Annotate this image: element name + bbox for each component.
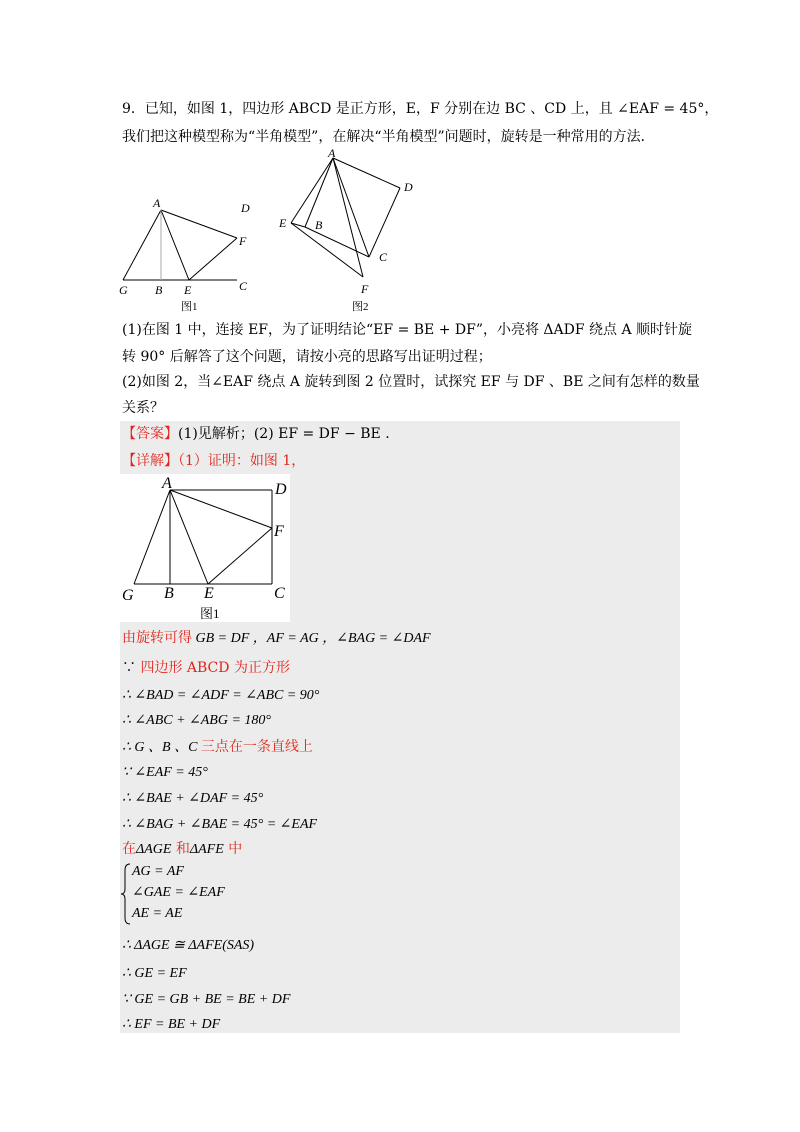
fig2s-label-D: D bbox=[404, 180, 413, 194]
detail-text: （1）证明：如图 1， bbox=[178, 453, 306, 469]
question-2-line-2: 关系？ bbox=[122, 400, 164, 416]
fig1s-label-A: A bbox=[153, 196, 161, 210]
proof-line-1 bbox=[122, 628, 431, 649]
fig1s-label-F: F bbox=[239, 234, 247, 248]
proof-line-3: ∴ ∠BAD = ∠ADF = ∠ABC = 90° bbox=[122, 688, 320, 703]
fig1l-caption: 图1 bbox=[200, 606, 220, 621]
proof-line-9 bbox=[122, 839, 242, 860]
question-1-line-2: 转 90° 后解答了这个问题，请按小亮的思路写出证明过程； bbox=[122, 349, 492, 365]
fig1l-label-G: G bbox=[122, 587, 134, 604]
proof-l5-red: 三点在一条直线上 bbox=[200, 739, 313, 755]
fig1s-caption: 图1 bbox=[181, 301, 198, 313]
fig1s-label-E: E bbox=[184, 283, 192, 297]
fig1s-label-G: G bbox=[119, 283, 128, 297]
proof-line-6: ∵ ∠EAF = 45° bbox=[122, 765, 208, 780]
system-eq-2: ∠GAE = ∠EAF bbox=[132, 885, 225, 900]
figure-1-small bbox=[115, 190, 265, 315]
detail-line bbox=[122, 451, 305, 471]
question-2-line-1: (2)如图 2，当∠EAF 绕点 A 旋转到图 2 位置时，试探究 EF 与 DF 、BE 之间有怎样的数量 bbox=[122, 374, 700, 390]
system-eq-1: AG = AF bbox=[132, 864, 184, 879]
proof-line-8: ∴ ∠BAG + ∠BAE = 45° = ∠EAF bbox=[122, 817, 318, 832]
fig1s-label-C: C bbox=[239, 279, 248, 293]
answer-text: (1)见解析；(2) EF = DF − BE . bbox=[178, 426, 390, 442]
proof-l2-sym: ∵ bbox=[122, 660, 141, 676]
fig2s-label-F: F bbox=[361, 282, 369, 296]
problem-line-2: 我们把这种模型称为“半角模型”，在解决“半角模型”问题时，旋转是一种常用的方法． bbox=[122, 129, 655, 145]
figure-1-large bbox=[120, 474, 290, 622]
system-brace bbox=[120, 862, 132, 926]
proof-line-13: ∴ EF = BE + DF bbox=[122, 1017, 221, 1032]
answer-line bbox=[122, 424, 390, 444]
proof-l9-red3: 中 bbox=[223, 841, 243, 857]
fig1l-label-E: E bbox=[204, 585, 214, 602]
proof-l9-math1: ΔAGE bbox=[136, 842, 172, 857]
fig2s-label-A: A bbox=[328, 146, 336, 160]
detail-tag: 【详解】 bbox=[122, 453, 178, 469]
fig2s-caption: 图2 bbox=[352, 301, 369, 313]
proof-l1-math: GB = DF ，AF = AG ，∠BAG = ∠DAF bbox=[192, 631, 431, 646]
proof-l9-math2: ΔAFE bbox=[189, 842, 224, 857]
fig1l-label-B: B bbox=[164, 585, 174, 602]
proof-l9-red2: 和 bbox=[171, 841, 190, 857]
fig1s-label-D: D bbox=[241, 201, 250, 215]
problem-line-1: 9．已知，如图 1，四边形 ABCD 是正方形，E，F 分别在边 BC 、CD 上，且 ∠EAF = 45°， bbox=[122, 101, 719, 117]
proof-l9-red1: 在 bbox=[122, 841, 136, 857]
proof-line-12: ∵ GE = GB + BE = BE + DF bbox=[122, 992, 291, 1007]
fig1l-label-F: F bbox=[274, 523, 284, 540]
proof-l2-red: 四边形 ABCD 为正方形 bbox=[140, 660, 290, 676]
figure-2-small bbox=[275, 145, 425, 315]
answer-tag: 【答案】 bbox=[122, 426, 178, 442]
proof-line-7: ∴ ∠BAE + ∠DAF = 45° bbox=[122, 791, 264, 806]
proof-line-10: ∴ ΔAGE ≅ ΔAFE(SAS) bbox=[122, 938, 255, 953]
fig2s-label-B: B bbox=[315, 218, 323, 232]
fig1l-label-D: D bbox=[275, 481, 287, 498]
proof-line-2 bbox=[122, 658, 290, 678]
system-eq-3: AE = AE bbox=[132, 906, 183, 921]
fig1s-label-B: B bbox=[155, 283, 163, 297]
proof-l1-red: 由旋转可得 bbox=[122, 630, 192, 646]
proof-line-4: ∴ ∠ABC + ∠ABG = 180° bbox=[122, 713, 272, 728]
fig2s-label-E: E bbox=[279, 216, 287, 230]
proof-l5-sym: ∴ G 、B 、C bbox=[122, 740, 201, 755]
proof-line-5 bbox=[122, 737, 313, 758]
fig1l-label-A: A bbox=[162, 475, 172, 492]
proof-line-11: ∴ GE = EF bbox=[122, 966, 187, 981]
question-1-line-1: (1)在图 1 中，连接 EF，为了证明结论“EF = BE + DF”，小亮将 ΔADF 绕点 A 顺时针旋 bbox=[122, 322, 693, 338]
fig2s-label-C: C bbox=[379, 250, 388, 264]
fig1l-label-C: C bbox=[274, 585, 285, 602]
